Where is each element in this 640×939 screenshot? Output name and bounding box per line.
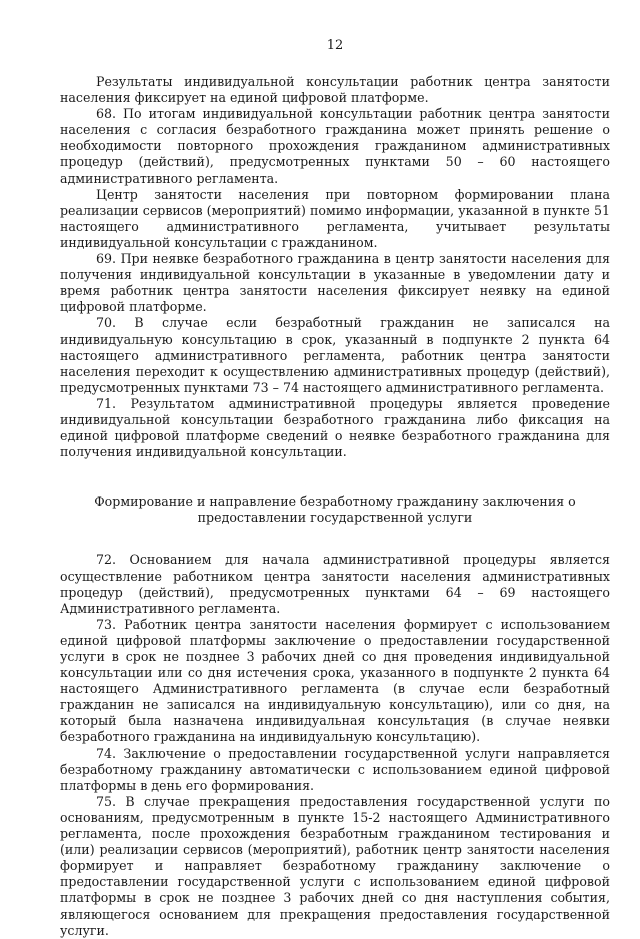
section-spacer [60,460,610,494]
document-page [60,38,610,939]
paragraph-69: 69. При неявке безработного гражданина в центр занятости населения для получения индивидуальной консультации в указанные в уведомлении дату и время работник центра занятости населения фиксирует неявку на единой цифровой платформе. [60,251,610,315]
paragraph-73: 73. Работник центра занятости населения формирует с использованием единой цифровой платформы заключение о предоставлении государственной услуги в срок не позднее 3 рабочих дней со дня проведения индивидуальной консультации или со дня истечения срока, указанного в подпункте 2 пункта 64 настоящего Административного регламента (в случае если безработный гражданин не записался на индивидуальную консультацию), или со дня, на который была назначена индивидуальная консультация (в случае неявки безработного гражданина на индивидуальную консультацию). [60,616,610,745]
bottom-paragraphs [60,552,610,938]
paragraph-68: 68. По итогам индивидуальной консультации работник центра занятости населения с согласия безработного гражданина может принять решение о необходимости повторного прохождения гражданином административных процедур (действий), предусмотренных пунктами 50 – 60 настоящего административного регламента. [60,106,610,186]
paragraph-72: 72. Основанием для начала административной процедуры является осуществление работником центра занятости населения административных процедур (действий), предусмотренных пунктами 64 – 69 настоящего Административного регламента. [60,552,610,616]
section-heading: Формирование и направление безработному гражданину заключения о предоставлении государственной услуги [94,494,576,526]
paragraph-center-repeat-plan: Центр занятости населения при повторном формировании плана реализации сервисов (мероприятий) помимо информации, указанной в пункте 51 настоящего административного регламента, учитывает результаты индивидуальной консультации с гражданином. [60,186,610,250]
page-number: 12 [326,38,344,53]
paragraph-71: 71. Результатом административной процедуры является проведение индивидуальной консультации безработного гражданина либо фиксация на единой цифровой платформе сведений о неявке безработного гражданина для получения индивидуальной консультации. [60,395,610,460]
paragraph-74: 74. Заключение о предоставлении государственной услуги направляется безработному гражданину автоматически с использованием единой цифровой платформы в день его формирования. [60,745,610,793]
paragraph-results-fixation: Результаты индивидуальной консультации работник центра занятости населения фиксирует на единой цифровой платформе. [60,74,610,106]
paragraph-70: 70. В случае если безработный гражданин не записался на индивидуальную консультацию в срок, указанный в подпункте 2 пункта 64 настоящего административного регламента, работник центра занятости населения переходит к осуществлению административных процедур (действий), предусмотренных пунктами 73 – 74 настоящего административного регламента. [60,315,610,395]
top-paragraphs [60,74,610,460]
paragraph-75: 75. В случае прекращения предоставления государственной услуги по основаниям, предусмотренным в пункте 15-2 настоящего Административного регламента, после прохождения безработным гражданином тестирования и (или) реализации сервисов (мероприятий), работник центр занятости населения формирует и направляет безработному гражданину заключение о предоставлении государственной услуги с использованием единой цифровой платформы в срок не позднее 3 рабочих дней со дня наступления события, являющегося основанием для прекращения предоставления государственной услуги. [60,793,610,938]
